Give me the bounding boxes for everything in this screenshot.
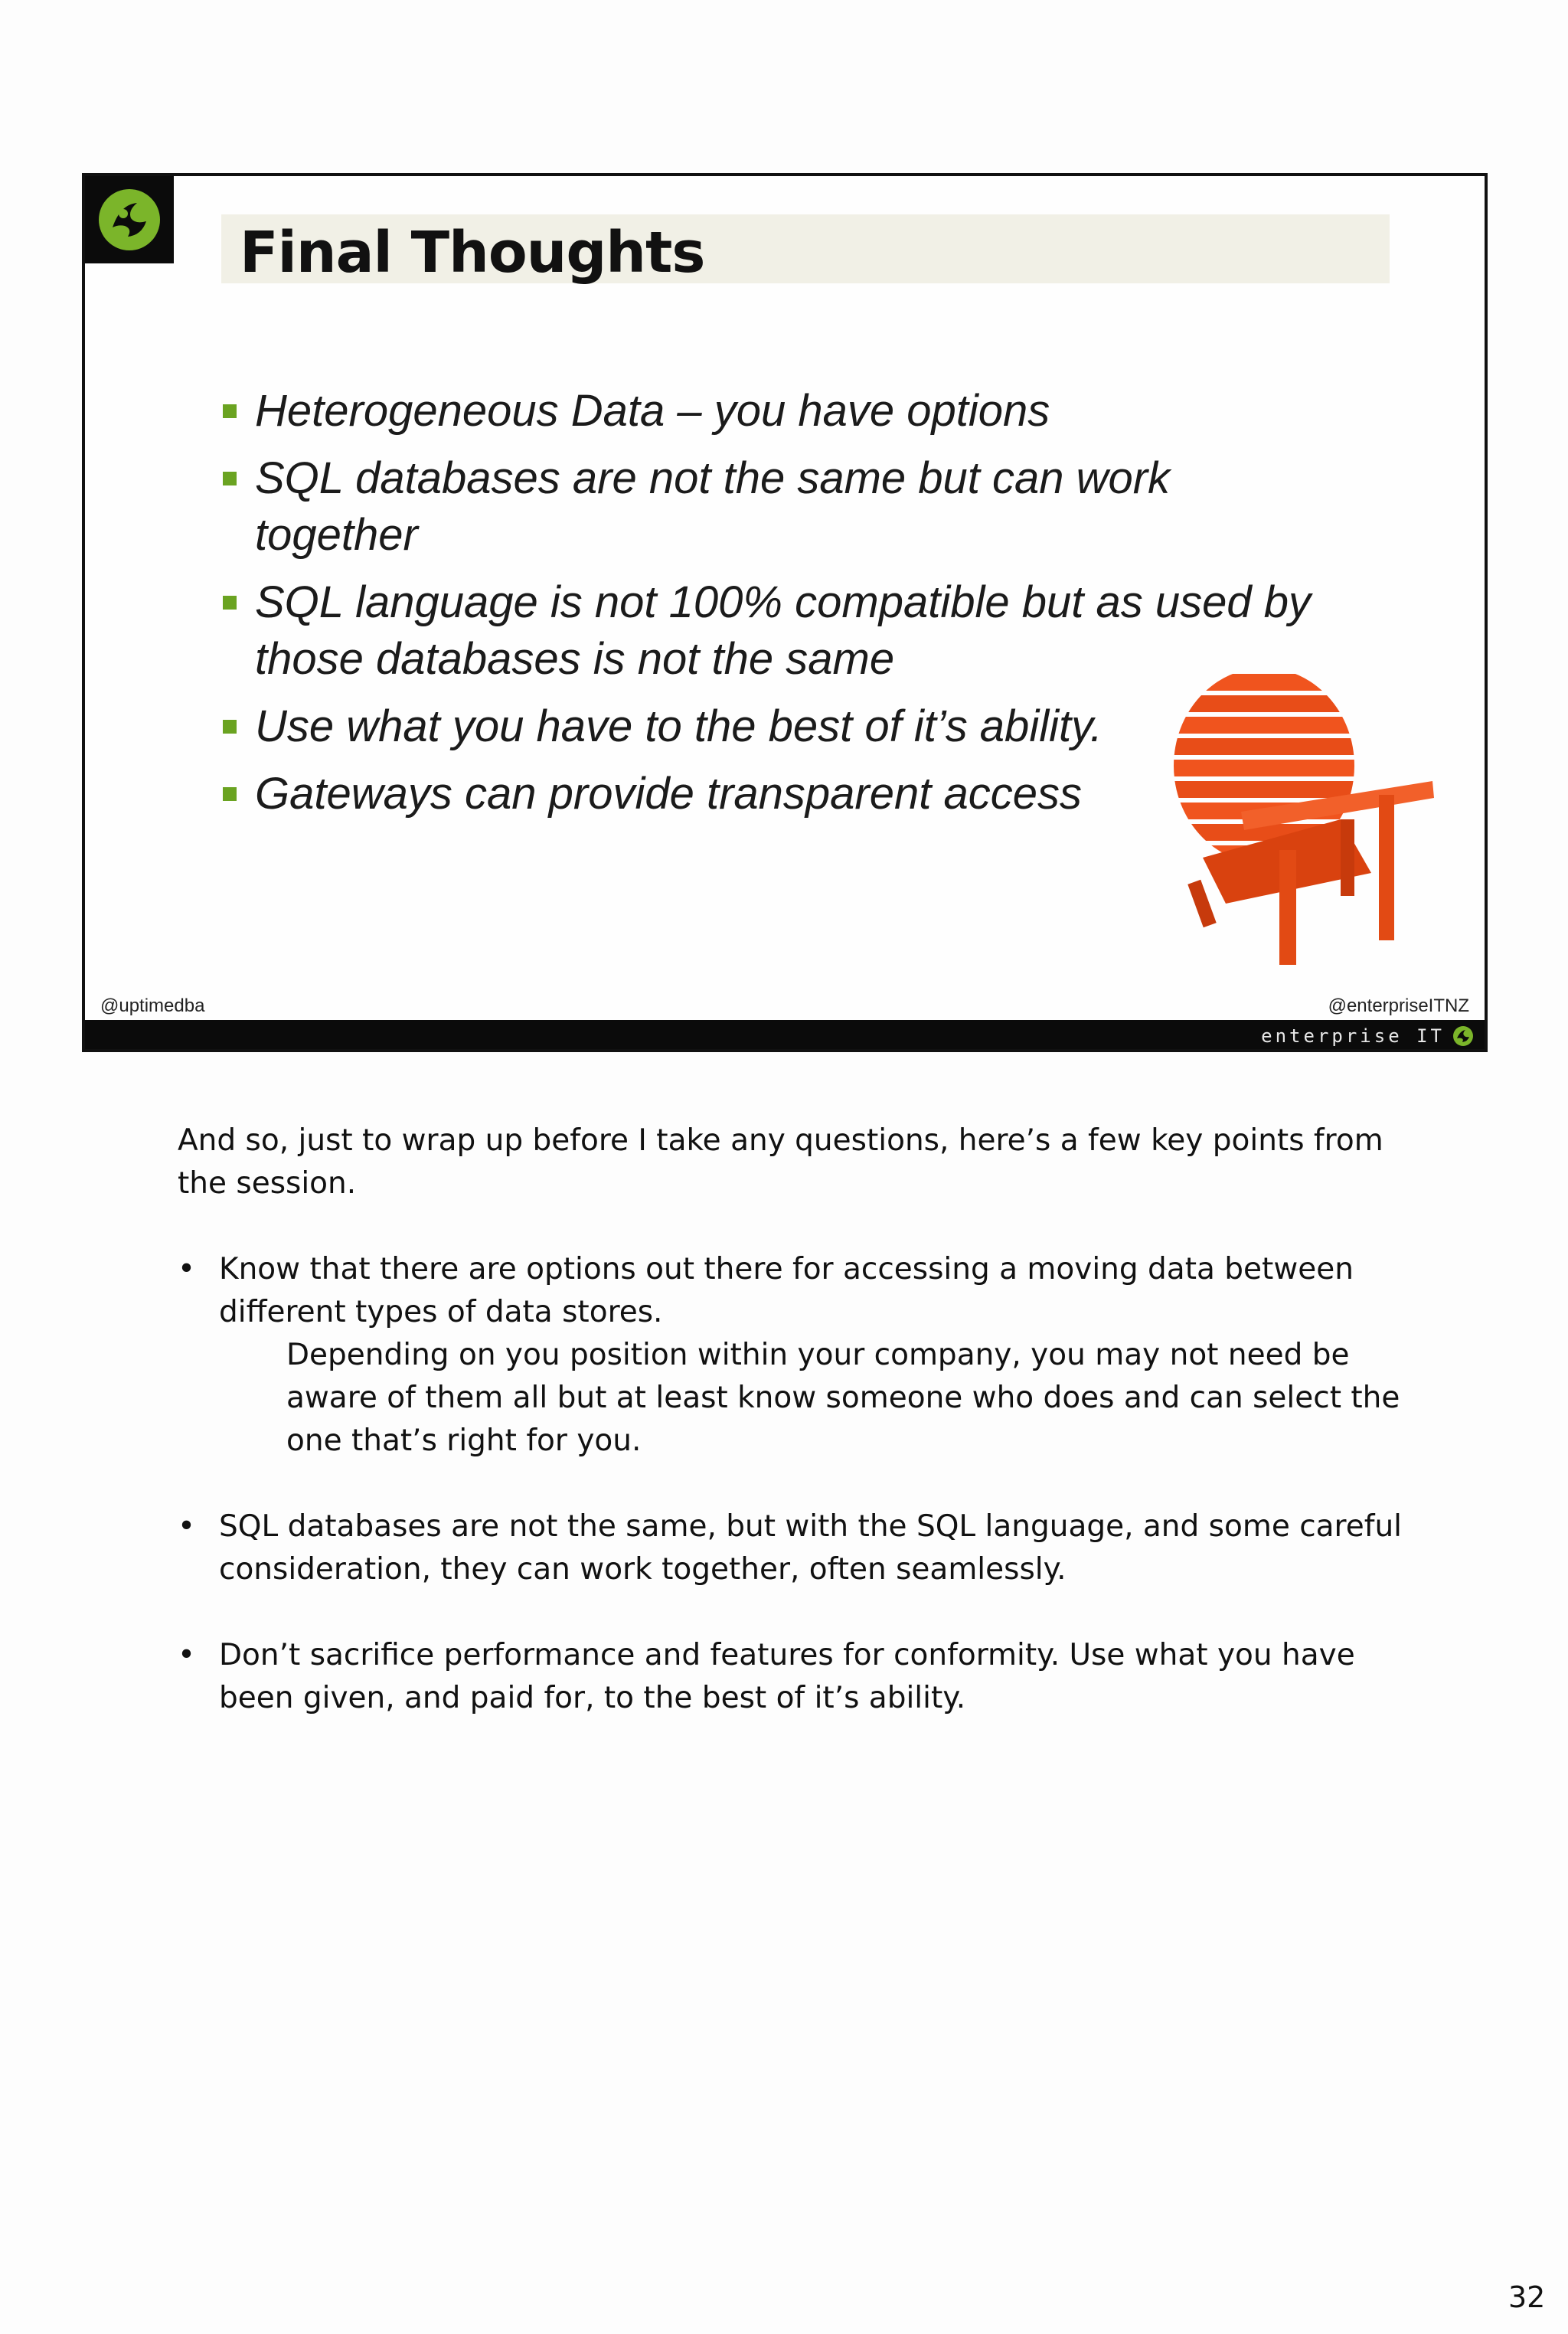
slide-bullet: SQL language is not 100% compatible but as used by those databases is not the same xyxy=(221,574,1388,688)
bullet-dot-icon: • xyxy=(178,1638,196,1672)
orange-adirondack-chair-image xyxy=(1149,666,1448,972)
notes-list xyxy=(178,1248,1410,1720)
slide-footer-bar xyxy=(85,1020,1485,1049)
notes-list-item xyxy=(178,1248,1410,1463)
slide-bullet: Use what you have to the best of it’s ability. xyxy=(221,698,1446,755)
slide-bullet: Gateways can provide transparent access xyxy=(221,766,1446,822)
notes-item-text: Don’t sacrifice performance and features for conformity. Use what you have been given, and paid for, to the best of it’s ability. xyxy=(219,1638,1355,1715)
enterprise-it-small-logo-icon xyxy=(1452,1025,1474,1047)
slide-bullet: SQL databases are not the same but can work together xyxy=(221,450,1250,564)
enterprise-it-logo-icon xyxy=(97,188,162,252)
slide xyxy=(82,173,1488,1052)
bullet-dot-icon: • xyxy=(178,1252,196,1286)
notes-intro: And so, just to wrap up before I take any questions, here’s a few key points from the session. xyxy=(178,1123,1383,1201)
notes-item-text: Know that there are options out there for accessing a moving data between different types of data stores. xyxy=(219,1252,1354,1329)
twitter-handle-left: @uptimedba xyxy=(100,995,205,1016)
notes-item-text: SQL databases are not the same, but with the SQL language, and some careful consideration, they can work together, often seamlessly. xyxy=(219,1509,1403,1587)
logo-box xyxy=(85,176,174,263)
green-square-bullet-icon xyxy=(223,787,237,801)
green-square-bullet-icon xyxy=(223,404,237,418)
footer-brand xyxy=(1261,1025,1474,1047)
twitter-handle-right: @enterpriseITNZ xyxy=(1328,995,1469,1016)
notes-sub-text: Depending on you position within your company, you may not need be aware of them all but at least know someone who does and can select the one that’s right for you. xyxy=(286,1338,1400,1458)
notes-list-item xyxy=(178,1634,1410,1720)
green-square-bullet-icon xyxy=(223,472,237,485)
page-number: 32 xyxy=(1508,2280,1546,2314)
slide-bullet: Heterogeneous Data – you have options xyxy=(221,383,1446,440)
footer-brand-text: enterprise IT xyxy=(1261,1025,1445,1047)
speaker-notes xyxy=(178,1120,1410,1763)
green-square-bullet-icon xyxy=(223,596,237,610)
slide-title: Final Thoughts xyxy=(240,220,705,286)
bullet-dot-icon: • xyxy=(178,1509,196,1544)
notes-list-item xyxy=(178,1505,1410,1591)
green-square-bullet-icon xyxy=(223,720,237,734)
